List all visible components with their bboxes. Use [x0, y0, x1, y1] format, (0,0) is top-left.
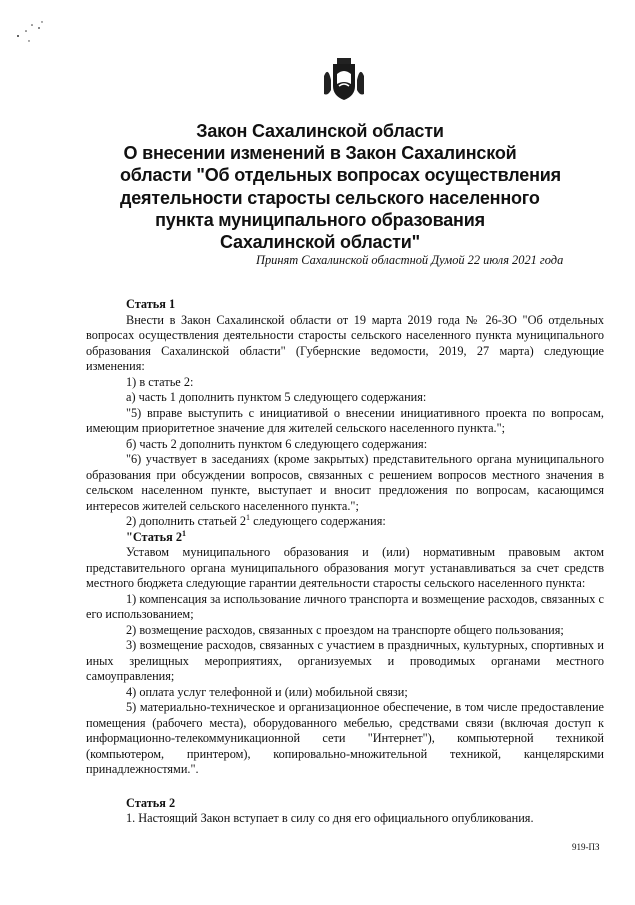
article-2-heading: Статья 2: [126, 795, 176, 810]
article-1-heading: Статья 1: [126, 297, 176, 311]
document-code: 919-ПЗ: [572, 842, 600, 852]
new-article-heading: [86, 530, 604, 546]
law-body: [86, 297, 604, 827]
item-2-sup: 1: [246, 512, 251, 522]
new-article-title: "Статья 2: [126, 529, 182, 544]
guarantee-item: 3) возмещение расходов, связанных с участием в праздничных, культурных, спортивных и иных зрелищных мероприятиях, организуемых и проводимых органами местного самоуправления;: [86, 638, 604, 683]
article-2-text: 1. Настоящий Закон вступает в силу со дня его официального опубликования.: [126, 811, 534, 825]
coat-of-arms-icon: [322, 56, 366, 102]
amendment-item-1a: а) часть 1 дополнить пунктом 5 следующего содержания:: [126, 390, 427, 404]
guarantee-item: 1) компенсация за использование личного транспорта и возмещение расходов, связанных с его использованием;: [86, 591, 604, 621]
new-article-sup: 1: [181, 528, 186, 538]
amendment-item-1: 1) в статье 2:: [126, 374, 194, 389]
title-line: пункта муниципального образования: [155, 209, 485, 230]
amendment-item-1b: б) часть 2 дополнить пунктом 6 следующего содержания:: [126, 436, 428, 451]
amendment-item-2: [86, 514, 604, 530]
guarantee-item: 2) возмещение расходов, связанных с проездом на транспорте общего пользования;: [126, 622, 564, 637]
scan-specks: [14, 14, 54, 54]
article-1-intro: Внести в Закон Сахалинской области от 19 марта 2019 года № 26-ЗО "Об отдельных вопросах осуществления деятельности старосты сельского населенного пункта муниципального образования Сахалинской области" (Губернские ведомости, 2019, 27 марта) следующие изменения:: [86, 312, 604, 373]
new-article-text: Уставом муниципального образования и (или) нормативным правовым актом представительного органа муниципального образования могут устанавливаться за счет средств местного бюджета следующие гарантии деятельности старосты сельского населенного пункта:: [86, 545, 604, 590]
title-line: области "Об отдельных вопросах осуществления: [120, 165, 561, 186]
item-2-text-end: следующего содержания:: [250, 514, 386, 528]
quoted-point-5: "5) вправе выступить с инициативой о внесении инициативного проекта по вопросам, имеющим приоритетное значение для жителей сельского населенного пункта.";: [86, 405, 604, 435]
title-line: Сахалинской области": [219, 232, 420, 253]
title-line: О внесении изменений в Закон Сахалинской: [123, 143, 517, 164]
title-line: деятельности старосты сельского населенного: [120, 187, 540, 208]
title-line: Закон Сахалинской области: [196, 121, 444, 141]
item-2-text: 2) дополнить статьей 2: [126, 514, 247, 528]
law-title: [120, 120, 561, 253]
guarantee-item: 4) оплата услуг телефонной и (или) мобильной связи;: [126, 684, 408, 699]
adoption-note: Принят Сахалинской областной Думой 22 июля 2021 года: [256, 253, 564, 267]
quoted-point-6: "6) участвует в заседаниях (кроме закрытых) представительного органа муниципального образования при обсуждении вопросов, связанных с решением вопросов местного значения в сельском населенном пункте, выступает и вносит предложения по вопросам, касающимся интересов жителей сельского населенного пункта.";: [86, 452, 604, 513]
guarantee-item: 5) материально-техническое и организационное обеспечение, в том числе предоставление помещения (рабочего места), оборудованного мебелью, средствами связи (включая доступ к информационно-телекоммуникационной сети "Интернет"), компьютерной техникой (компьютером, принтером), копировально-множительной техникой, канцелярскими принадлежностями.".: [86, 700, 604, 776]
